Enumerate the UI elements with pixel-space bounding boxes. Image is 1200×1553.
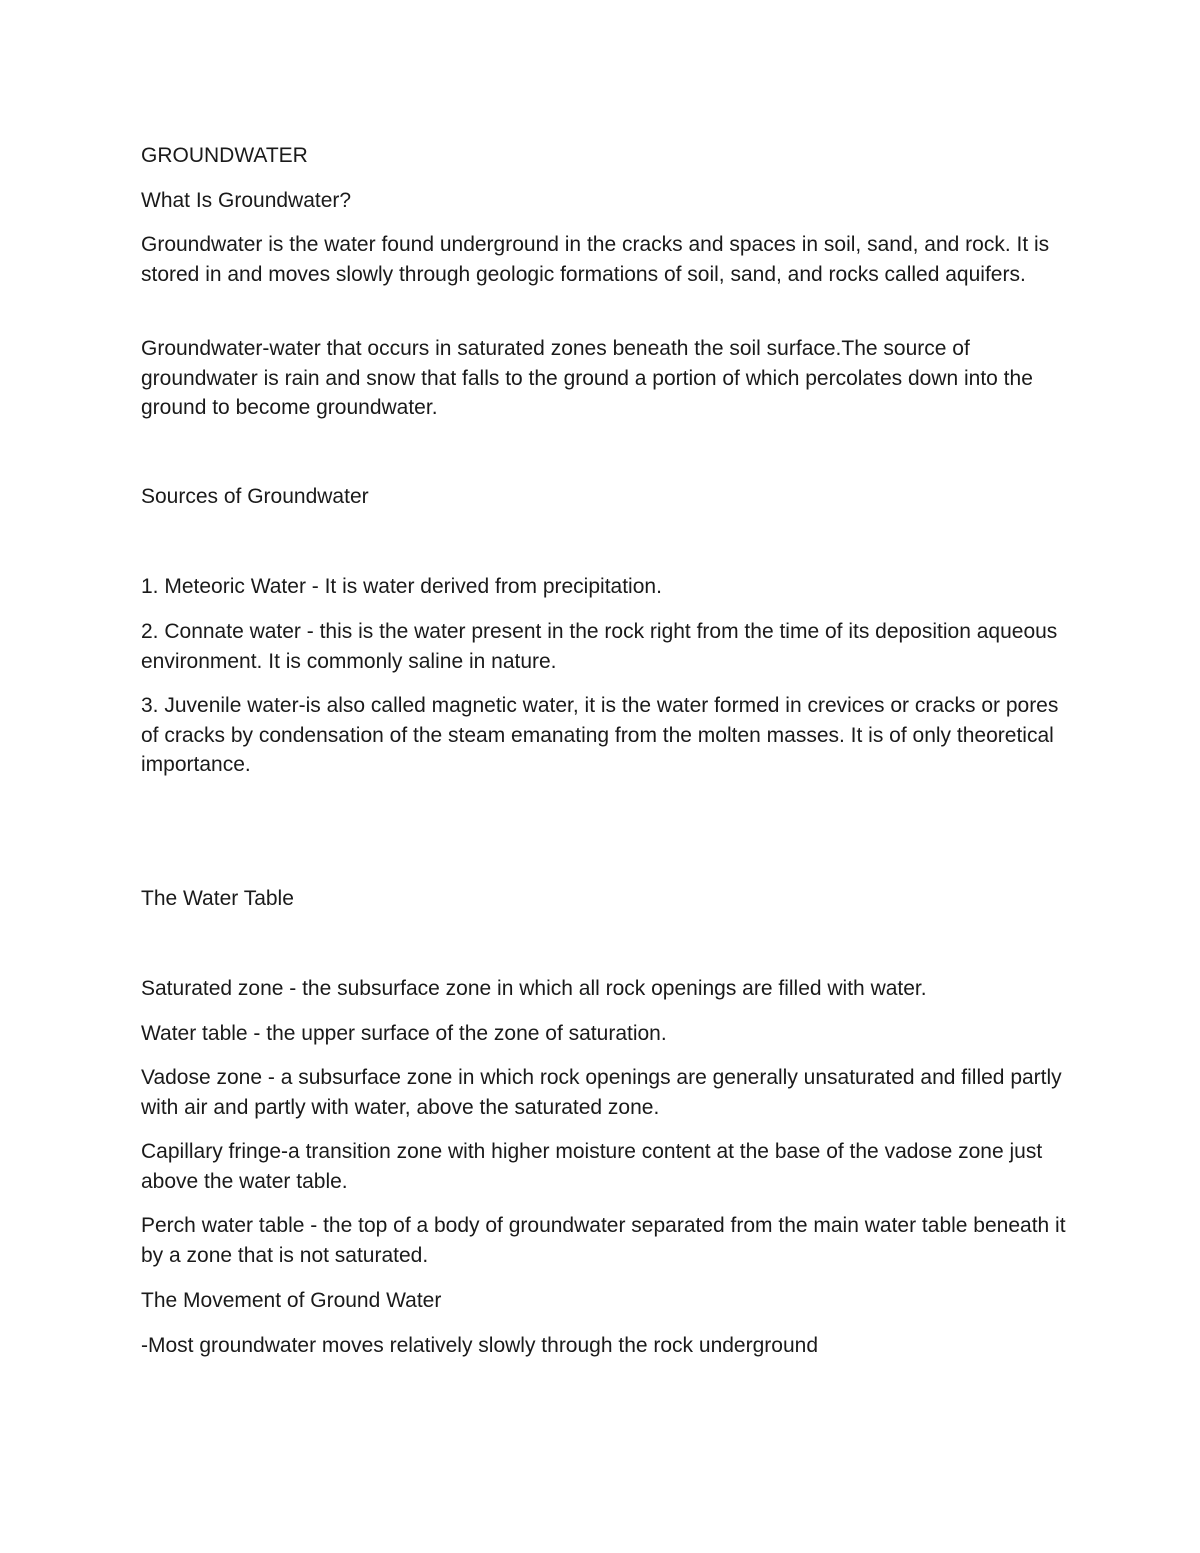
document-title: GROUNDWATER bbox=[141, 144, 308, 167]
section-heading-what-is-groundwater: What Is Groundwater? bbox=[141, 189, 352, 212]
term-capillary-fringe: Capillary fringe-a transition zone with higher moisture content at the base of the vadose zone just above the water table. bbox=[141, 1140, 1043, 1193]
list-item-juvenile-water: 3. Juvenile water-is also called magnetic water, it is the water formed in crevices or cracks or pores of cracks by condensation of the steam emanating from the molten masses. It is of only theoretical importance. bbox=[141, 694, 1059, 777]
section-heading-water-table: The Water Table bbox=[141, 887, 294, 910]
term-perch-water-table: Perch water table - the top of a body of groundwater separated from the main water table beneath it by a zone that is not saturated. bbox=[141, 1214, 1066, 1267]
list-item-meteoric-water: 1. Meteoric Water - It is water derived from precipitation. bbox=[141, 575, 662, 598]
term-water-table: Water table - the upper surface of the zone of saturation. bbox=[141, 1022, 667, 1045]
term-vadose-zone: Vadose zone - a subsurface zone in which rock openings are generally unsaturated and filled partly with air and partly with water, above the saturated zone. bbox=[141, 1066, 1062, 1119]
paragraph-movement: -Most groundwater moves relatively slowly through the rock underground bbox=[141, 1334, 818, 1357]
section-heading-sources: Sources of Groundwater bbox=[141, 485, 369, 508]
paragraph-groundwater-definition: Groundwater is the water found underground in the cracks and spaces in soil, sand, and rock. It is stored in and moves slowly through geologic formations of soil, sand, and rocks called aquifers. bbox=[141, 233, 1050, 286]
list-item-connate-water: 2. Connate water - this is the water present in the rock right from the time of its deposition aqueous environment. It is commonly saline in nature. bbox=[141, 620, 1058, 673]
term-saturated-zone: Saturated zone - the subsurface zone in which all rock openings are filled with water. bbox=[141, 977, 927, 1000]
section-heading-movement: The Movement of Ground Water bbox=[141, 1289, 442, 1312]
paragraph-groundwater-source: Groundwater-water that occurs in saturated zones beneath the soil surface.The source of groundwater is rain and snow that falls to the ground a portion of which percolates down into the ground to become groundwater. bbox=[141, 337, 1033, 420]
